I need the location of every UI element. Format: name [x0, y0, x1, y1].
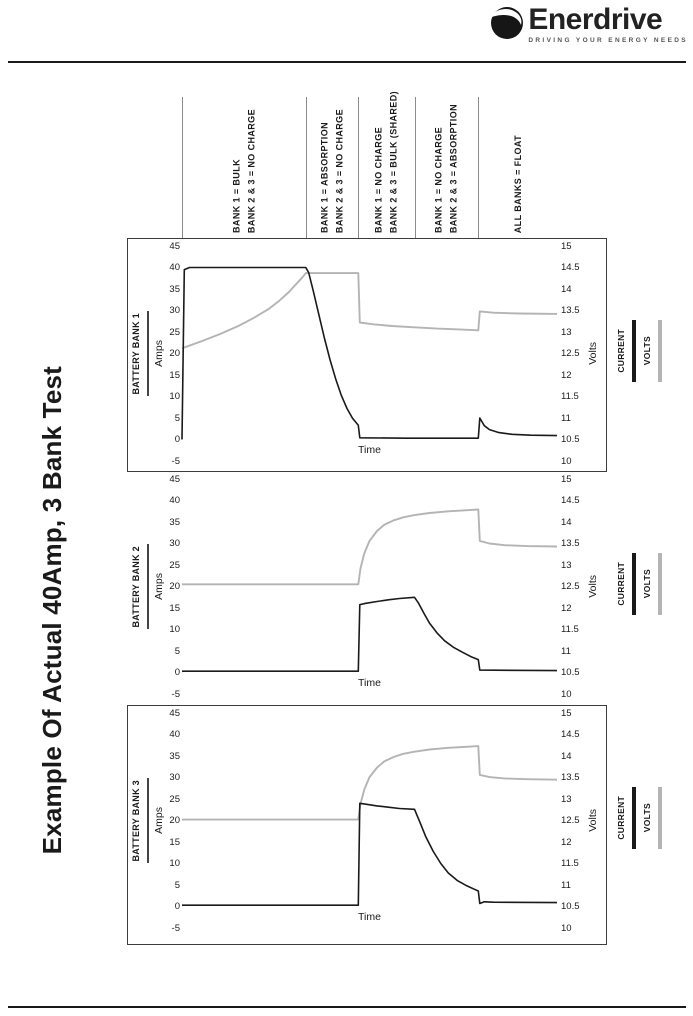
chart-title-pointer-line — [147, 311, 149, 396]
y-axis-tick-label: 10.5 — [561, 434, 580, 445]
y-axis-tick-label: 11 — [561, 645, 571, 657]
header-divider — [8, 61, 686, 63]
y-axis-left-ticks — [161, 240, 180, 467]
y-axis-tick-label: 15 — [169, 836, 180, 848]
page-title-wrap — [34, 250, 70, 970]
phase-annotation — [513, 135, 523, 233]
y-axis-tick-label: 25 — [169, 326, 180, 338]
y-axis-tick-label: 5 — [174, 645, 180, 657]
plot-area — [182, 246, 557, 461]
y-axis-tick-label: 30 — [169, 772, 180, 783]
legend-volts-label: VOLTS — [642, 336, 652, 366]
y-axis-tick-label: 0 — [174, 434, 180, 445]
y-axis-tick-label: 20 — [169, 348, 180, 359]
y-axis-tick-label: 12 — [561, 836, 572, 848]
volts-axis-label: Volts — [586, 809, 599, 832]
phase-boundary-line — [478, 97, 479, 238]
legend-volts-line — [658, 553, 662, 615]
enerdrive-logo-icon — [485, 4, 525, 42]
logo-wordmark: Enerdrive — [528, 3, 663, 36]
y-axis-tick-label: 30 — [169, 538, 180, 549]
page-title: Example Of Actual 40Amp, 3 Bank Test — [36, 365, 67, 855]
logo-tagline: DRIVING YOUR ENERGY NEEDS — [528, 36, 688, 44]
current-series-line — [182, 803, 557, 905]
y-axis-right-label-wrap — [586, 246, 599, 461]
y-axis-tick-label: 14.5 — [561, 729, 580, 740]
phase-annotation — [434, 104, 459, 233]
y-axis-tick-label: 13 — [561, 326, 572, 338]
phase-annotation — [374, 91, 399, 233]
y-axis-tick-label: 14.5 — [561, 495, 580, 506]
phase-annotation-line: ALL BANKS = FLOAT — [512, 134, 523, 233]
phase-annotation-line: BANK 1 = NO CHARGE — [373, 127, 384, 233]
y-axis-tick-label: 15 — [169, 369, 180, 381]
y-axis-tick-label: 15 — [169, 602, 180, 614]
x-axis-label: Time — [358, 911, 381, 923]
phase-annotation-line: BANK 2 & 3 = ABSORPTION — [448, 103, 459, 233]
legend-current-line — [632, 320, 636, 382]
y-axis-tick-label: 11 — [561, 412, 571, 424]
chart-title-wrap — [128, 713, 143, 928]
y-axis-tick-label: 14 — [561, 516, 572, 528]
volts-axis-label: Volts — [586, 575, 599, 598]
phase-annotation — [231, 109, 256, 233]
y-axis-tick-label: -5 — [171, 455, 180, 467]
y-axis-tick-label: 11 — [561, 879, 571, 891]
legend-current-line — [632, 787, 636, 849]
y-axis-tick-label: 14 — [561, 750, 572, 762]
chart-title-wrap — [128, 479, 143, 694]
y-axis-tick-label: 25 — [169, 559, 180, 571]
battery-bank-3-chart — [127, 705, 652, 945]
legend-volts-label: VOLTS — [642, 803, 652, 833]
legend-current-label: CURRENT — [616, 796, 626, 840]
y-axis-tick-label: 13.5 — [561, 305, 580, 316]
y-axis-tick-label: 11.5 — [561, 391, 579, 402]
y-axis-tick-label: 35 — [169, 283, 180, 295]
y-axis-tick-label: 12.5 — [561, 581, 580, 592]
y-axis-right-label-wrap — [586, 479, 599, 694]
y-axis-tick-label: 13.5 — [561, 538, 580, 549]
legend-volts-line — [658, 787, 662, 849]
y-axis-tick-label: 35 — [169, 516, 180, 528]
y-axis-tick-label: 45 — [169, 473, 180, 485]
enerdrive-logo — [485, 4, 688, 44]
volts-axis-label: Volts — [586, 342, 599, 365]
y-axis-tick-label: 40 — [169, 495, 180, 506]
y-axis-tick-label: 25 — [169, 793, 180, 805]
phase-annotation-line: BANK 2 & 3 = NO CHARGE — [246, 108, 257, 233]
y-axis-right-ticks — [561, 473, 587, 700]
y-axis-tick-label: 14 — [561, 283, 572, 295]
phase-boundary-line — [415, 97, 416, 238]
legend-current-label: CURRENT — [616, 562, 626, 606]
legend-current-line — [632, 553, 636, 615]
phase-boundary-line — [306, 97, 307, 238]
chart-title: BATTERY BANK 3 — [130, 779, 141, 862]
y-axis-tick-label: 5 — [174, 412, 180, 424]
y-axis-tick-label: 13 — [561, 793, 572, 805]
chart-title: BATTERY BANK 2 — [130, 545, 141, 628]
y-axis-tick-label: 12.5 — [561, 348, 580, 359]
y-axis-right-label-wrap — [586, 713, 599, 928]
y-axis-tick-label: 11.5 — [561, 858, 579, 869]
y-axis-tick-label: 10 — [169, 858, 180, 869]
chart-legend — [616, 308, 662, 394]
y-axis-tick-label: 35 — [169, 750, 180, 762]
phase-annotation-line: BANK 1 = NO CHARGE — [433, 127, 444, 233]
legend-volts-label: VOLTS — [642, 569, 652, 599]
chart-title-pointer-line — [147, 544, 149, 629]
y-axis-tick-label: 40 — [169, 729, 180, 740]
x-axis-label: Time — [358, 677, 381, 689]
chart-title-pointer-line — [147, 778, 149, 863]
y-axis-tick-label: -5 — [171, 922, 180, 934]
y-axis-right-ticks — [561, 240, 587, 467]
y-axis-left-ticks — [161, 707, 180, 934]
plot-area — [182, 713, 557, 928]
y-axis-tick-label: 10 — [169, 624, 180, 635]
footer-divider — [8, 1006, 686, 1008]
volts-series-line — [182, 273, 557, 348]
y-axis-tick-label: 45 — [169, 707, 180, 719]
y-axis-tick-label: 5 — [174, 879, 180, 891]
y-axis-tick-label: 10.5 — [561, 667, 580, 678]
y-axis-tick-label: 45 — [169, 240, 180, 252]
y-axis-tick-label: 0 — [174, 901, 180, 912]
legend-current-label: CURRENT — [616, 329, 626, 373]
volts-series-line — [182, 510, 557, 585]
phase-annotation-line: BANK 2 & 3 = BULK (SHARED) — [388, 90, 399, 233]
phase-boundary-line — [182, 97, 183, 238]
current-series-line — [182, 268, 557, 440]
y-axis-tick-label: 40 — [169, 262, 180, 273]
y-axis-tick-label: 15 — [561, 240, 572, 252]
y-axis-left-ticks — [161, 473, 180, 700]
chart-legend — [616, 775, 662, 861]
y-axis-tick-label: -5 — [171, 688, 180, 700]
phase-boundary-line — [358, 97, 359, 238]
plot-area — [182, 479, 557, 694]
y-axis-tick-label: 13.5 — [561, 772, 580, 783]
phase-annotation-line: BANK 1 = BULK — [231, 159, 242, 233]
x-axis-label: Time — [358, 444, 381, 456]
y-axis-tick-label: 20 — [169, 815, 180, 826]
y-axis-tick-label: 15 — [561, 707, 572, 719]
volts-series-line — [182, 746, 557, 820]
phase-annotation — [320, 109, 345, 233]
y-axis-tick-label: 15 — [561, 473, 572, 485]
y-axis-right-ticks — [561, 707, 587, 934]
y-axis-tick-label: 20 — [169, 581, 180, 592]
current-series-line — [182, 597, 557, 671]
y-axis-tick-label: 11.5 — [561, 624, 579, 635]
y-axis-tick-label: 10.5 — [561, 901, 580, 912]
y-axis-tick-label: 12 — [561, 602, 572, 614]
chart-title: BATTERY BANK 1 — [130, 312, 141, 395]
chart-legend — [616, 541, 662, 627]
y-axis-tick-label: 12.5 — [561, 815, 580, 826]
amps-axis-label: Amps — [152, 573, 165, 600]
y-axis-tick-label: 30 — [169, 305, 180, 316]
y-axis-tick-label: 10 — [561, 688, 572, 700]
battery-bank-2-chart — [127, 471, 652, 701]
y-axis-tick-label: 13 — [561, 559, 572, 571]
y-axis-tick-label: 12 — [561, 369, 572, 381]
y-axis-tick-label: 10 — [561, 922, 572, 934]
phase-annotation-line: BANK 1 = ABSORPTION — [319, 121, 330, 233]
y-axis-tick-label: 10 — [561, 455, 572, 467]
amps-axis-label: Amps — [152, 807, 165, 834]
battery-bank-1-chart — [127, 238, 652, 472]
chart-title-wrap — [128, 246, 143, 461]
y-axis-tick-label: 10 — [169, 391, 180, 402]
legend-volts-line — [658, 320, 662, 382]
phase-annotation-line: BANK 2 & 3 = NO CHARGE — [334, 108, 345, 233]
amps-axis-label: Amps — [152, 340, 165, 367]
y-axis-tick-label: 14.5 — [561, 262, 580, 273]
y-axis-tick-label: 0 — [174, 667, 180, 678]
